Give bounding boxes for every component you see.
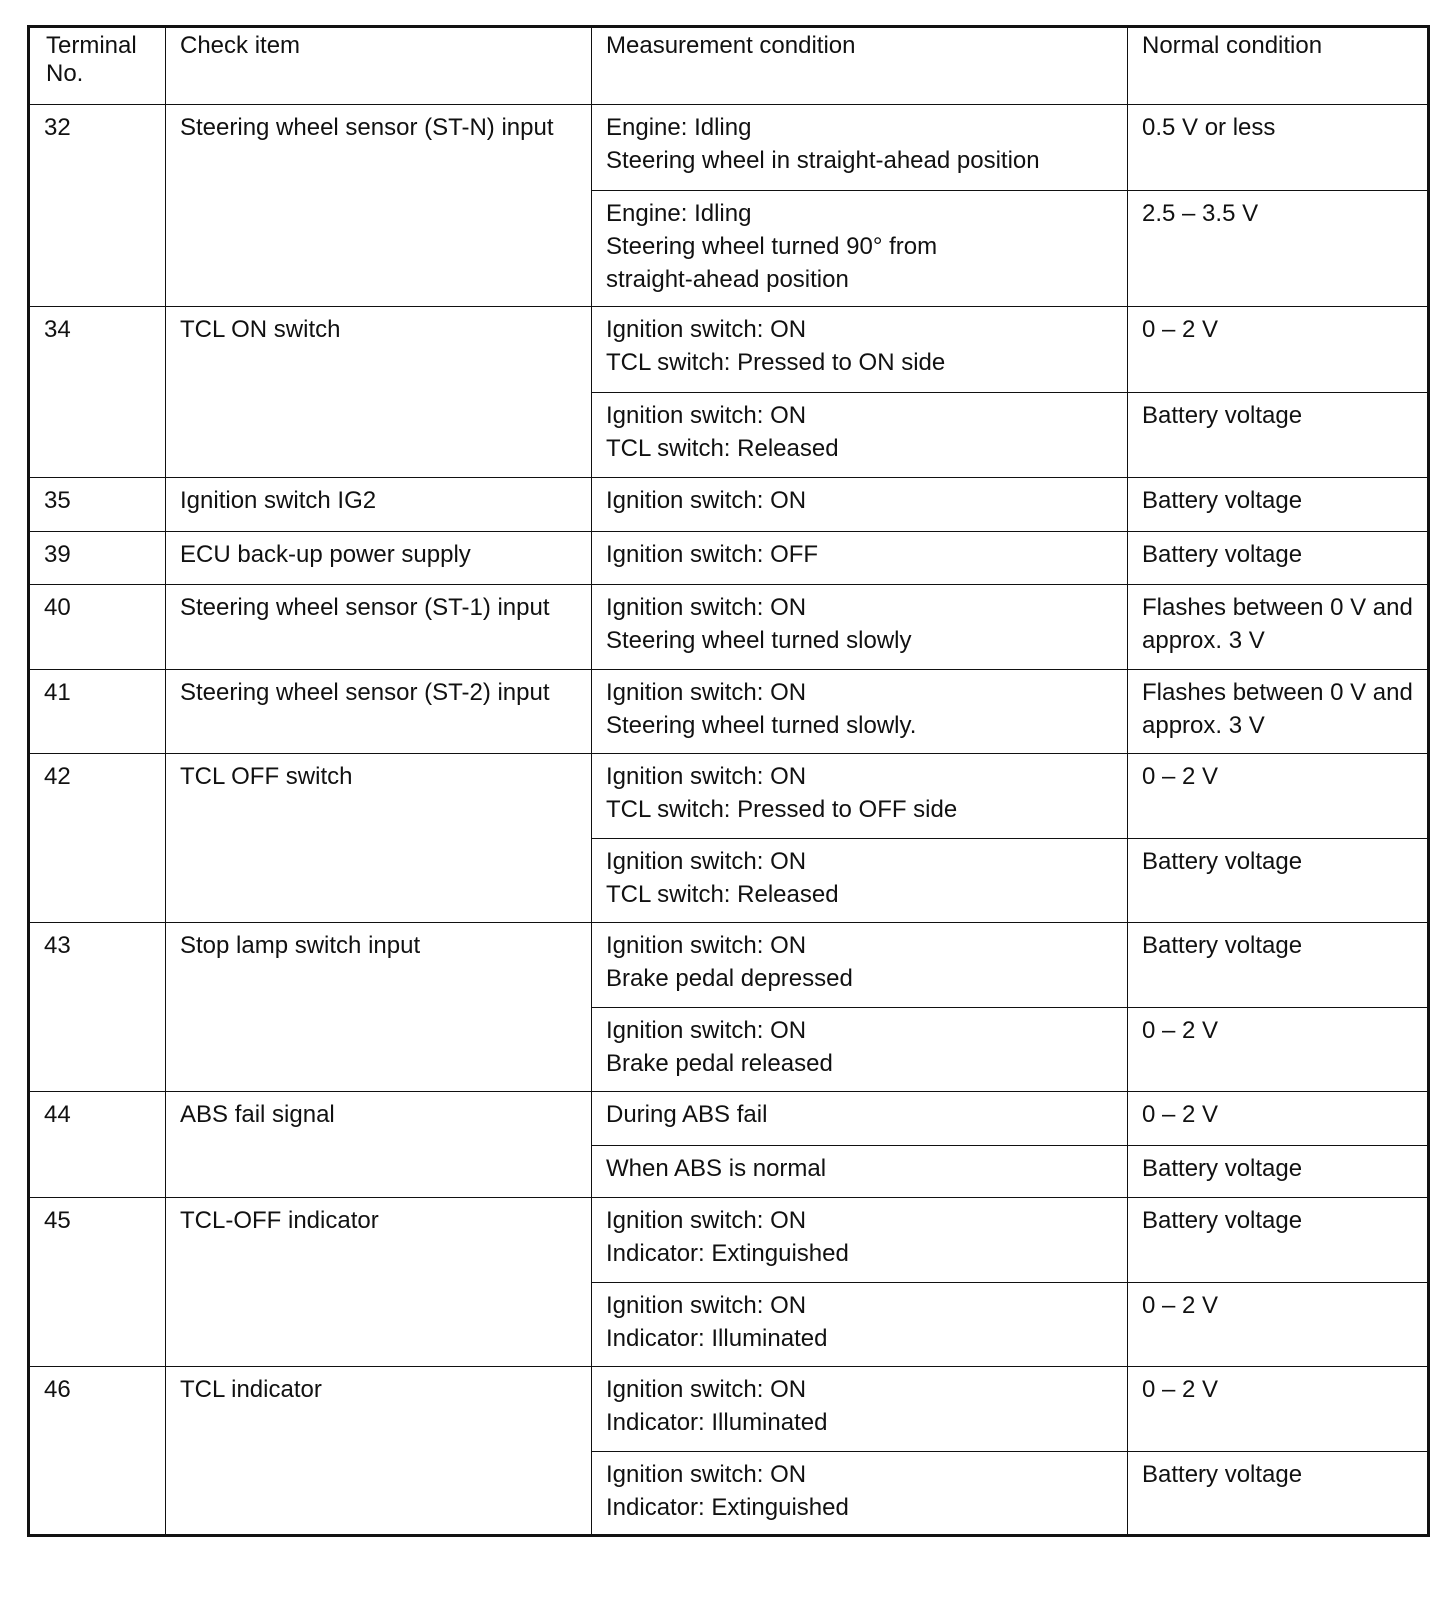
measurement-condition-text: When ABS is normal <box>606 1155 827 1182</box>
normal-condition-cell: Battery voltage <box>1128 923 1429 1008</box>
measurement-condition-cell <box>592 478 1128 532</box>
measurement-condition-cell <box>592 754 1128 839</box>
measurement-condition-text: Ignition switch: ON Steering wheel turned slowly. <box>606 679 917 739</box>
normal-condition-cell: Battery voltage <box>1128 532 1429 585</box>
measurement-condition-text: Ignition switch: OFF <box>606 541 819 568</box>
measurement-condition-text: Ignition switch: ON Indicator: Extinguished <box>606 1461 849 1521</box>
measurement-condition-text: Ignition switch: ON Brake pedal released <box>606 1017 833 1077</box>
normal-condition-cell: Battery voltage <box>1128 1452 1429 1536</box>
normal-condition-cell: Battery voltage <box>1128 478 1429 532</box>
measurement-condition-text: During ABS fail <box>606 1101 768 1128</box>
normal-condition-cell: Battery voltage <box>1128 839 1429 923</box>
measurement-condition-cell <box>592 923 1128 1008</box>
measurement-condition-text: Ignition switch: ON TCL switch: Pressed to ON side <box>606 316 946 376</box>
table-header <box>29 27 1429 105</box>
measurement-condition-cell <box>592 191 1128 307</box>
normal-condition-cell: Flashes between 0 V and approx. 3 V <box>1128 670 1429 754</box>
table-row <box>29 1092 1429 1146</box>
table-row <box>29 307 1429 393</box>
terminal-number-cell: 42 <box>29 754 166 923</box>
normal-condition-cell: 0 – 2 V <box>1128 754 1429 839</box>
measurement-condition-text: Ignition switch: ON TCL switch: Released <box>606 848 839 908</box>
check-item-cell: ABS fail signal <box>166 1092 592 1198</box>
normal-condition-cell: 0 – 2 V <box>1128 1283 1429 1367</box>
normal-condition-cell: 0 – 2 V <box>1128 307 1429 393</box>
terminal-number-cell: 34 <box>29 307 166 478</box>
check-item-cell: ECU back-up power supply <box>166 532 592 585</box>
measurement-condition-cell <box>592 670 1128 754</box>
measurement-condition-cell <box>592 839 1128 923</box>
check-item-cell: Stop lamp switch input <box>166 923 592 1092</box>
table-row <box>29 670 1429 754</box>
header-terminal: Terminal No. <box>29 27 166 105</box>
measurement-condition-cell <box>592 393 1128 478</box>
measurement-condition-cell <box>592 105 1128 191</box>
normal-condition-cell: 0 – 2 V <box>1128 1008 1429 1092</box>
measurement-condition-text: Ignition switch: ON Indicator: Extinguished <box>606 1207 849 1267</box>
measurement-condition-text: Engine: Idling Steering wheel turned 90° from straight-ahead position <box>606 200 938 293</box>
measurement-condition-cell <box>592 1092 1128 1146</box>
check-item-cell: Steering wheel sensor (ST-2) input <box>166 670 592 754</box>
terminal-number-cell: 44 <box>29 1092 166 1198</box>
terminal-number-cell: 43 <box>29 923 166 1092</box>
normal-condition-cell: 0 – 2 V <box>1128 1092 1429 1146</box>
terminal-number-cell: 41 <box>29 670 166 754</box>
table-row <box>29 1367 1429 1452</box>
measurement-condition-text: Ignition switch: ON Indicator: Illuminated <box>606 1376 828 1436</box>
measurement-condition-cell <box>592 532 1128 585</box>
measurement-condition-text: Ignition switch: ON TCL switch: Released <box>606 402 839 462</box>
check-item-cell: Steering wheel sensor (ST-1) input <box>166 585 592 670</box>
check-item-cell: TCL-OFF indicator <box>166 1198 592 1367</box>
table-row <box>29 478 1429 532</box>
normal-condition-cell: Battery voltage <box>1128 1146 1429 1198</box>
normal-condition-cell: 0.5 V or less <box>1128 105 1429 191</box>
normal-condition-cell: Battery voltage <box>1128 393 1429 478</box>
table-row <box>29 754 1429 839</box>
measurement-condition-text: Ignition switch: ON <box>606 487 807 514</box>
measurement-condition-text: Ignition switch: ON Brake pedal depressed <box>606 932 853 992</box>
measurement-condition-cell <box>592 1146 1128 1198</box>
check-item-cell: TCL ON switch <box>166 307 592 478</box>
table-row <box>29 585 1429 670</box>
check-item-cell: TCL indicator <box>166 1367 592 1536</box>
table-row <box>29 923 1429 1008</box>
normal-condition-cell: 2.5 – 3.5 V <box>1128 191 1429 307</box>
measurement-condition-cell <box>592 1367 1128 1452</box>
terminal-number-cell: 32 <box>29 105 166 307</box>
normal-condition-cell: 0 – 2 V <box>1128 1367 1429 1452</box>
header-normal-condition: Normal condition <box>1128 27 1429 105</box>
terminal-check-table <box>27 25 1430 1537</box>
check-item-cell: TCL OFF switch <box>166 754 592 923</box>
check-item-cell: Ignition switch IG2 <box>166 478 592 532</box>
header-measurement-condition: Measurement condition <box>592 27 1128 105</box>
table-row <box>29 532 1429 585</box>
measurement-condition-text: Ignition switch: ON Steering wheel turned slowly <box>606 594 912 654</box>
measurement-condition-cell <box>592 1283 1128 1367</box>
header-check-item: Check item <box>166 27 592 105</box>
terminal-number-cell: 45 <box>29 1198 166 1367</box>
table-row <box>29 1198 1429 1283</box>
header-row <box>29 27 1429 105</box>
normal-condition-cell: Battery voltage <box>1128 1198 1429 1283</box>
table-body <box>29 105 1429 1536</box>
terminal-number-cell: 39 <box>29 532 166 585</box>
measurement-condition-text: Engine: Idling Steering wheel in straight-ahead position <box>606 114 1040 174</box>
measurement-condition-cell <box>592 1452 1128 1536</box>
measurement-condition-text: Ignition switch: ON TCL switch: Pressed to OFF side <box>606 763 958 823</box>
measurement-condition-cell <box>592 585 1128 670</box>
measurement-condition-cell <box>592 1198 1128 1283</box>
measurement-condition-cell <box>592 1008 1128 1092</box>
terminal-number-cell: 46 <box>29 1367 166 1536</box>
terminal-number-cell: 35 <box>29 478 166 532</box>
measurement-condition-cell <box>592 307 1128 393</box>
terminal-number-cell: 40 <box>29 585 166 670</box>
normal-condition-cell: Flashes between 0 V and approx. 3 V <box>1128 585 1429 670</box>
table-row <box>29 105 1429 191</box>
check-item-cell: Steering wheel sensor (ST-N) input <box>166 105 592 307</box>
measurement-condition-text: Ignition switch: ON Indicator: Illuminated <box>606 1292 828 1352</box>
